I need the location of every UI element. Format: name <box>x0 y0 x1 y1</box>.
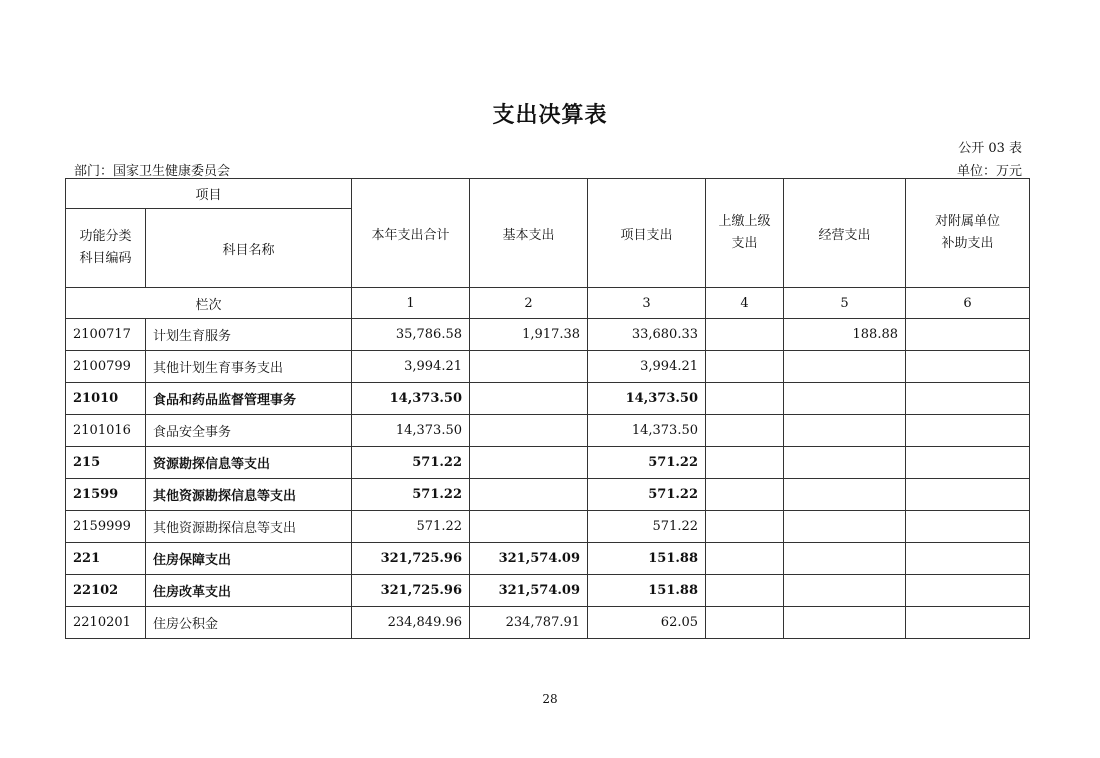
table-row <box>66 607 1030 639</box>
header-function-code: 功能分类 科目编码 <box>66 209 146 288</box>
header-operating: 经营支出 <box>784 179 906 288</box>
cell-upper <box>706 415 784 447</box>
header-subsidy: 对附属单位 补助支出 <box>906 179 1030 288</box>
cell-subject-name: 其他资源勘探信息等支出 <box>146 511 352 543</box>
cell-subject-name: 其他计划生育事务支出 <box>146 351 352 383</box>
cell-project: 14,373.50 <box>588 383 706 415</box>
cell-code: 2100799 <box>66 351 146 383</box>
form-number: 公开 03 表 <box>958 141 1022 156</box>
cell-operating <box>784 607 906 639</box>
cell-total: 321,725.96 <box>352 575 470 607</box>
table-row <box>66 575 1030 607</box>
cell-project: 151.88 <box>588 575 706 607</box>
header-project: 项目 <box>66 179 352 209</box>
cell-operating <box>784 415 906 447</box>
cell-subsidy <box>906 351 1030 383</box>
cell-total: 14,373.50 <box>352 415 470 447</box>
cell-subsidy <box>906 607 1030 639</box>
cell-code: 2101016 <box>66 415 146 447</box>
column-number: 3 <box>588 288 706 319</box>
table-row <box>66 543 1030 575</box>
cell-subject-name: 食品和药品监督管理事务 <box>146 383 352 415</box>
cell-total: 321,725.96 <box>352 543 470 575</box>
header-project-expenditure: 项目支出 <box>588 179 706 288</box>
cell-total: 571.22 <box>352 447 470 479</box>
header-subject-name: 科目名称 <box>146 209 352 288</box>
header-total: 本年支出合计 <box>352 179 470 288</box>
cell-project: 571.22 <box>588 511 706 543</box>
cell-project: 3,994.21 <box>588 351 706 383</box>
table-row <box>66 383 1030 415</box>
cell-total: 571.22 <box>352 511 470 543</box>
cell-project: 151.88 <box>588 543 706 575</box>
cell-subsidy <box>906 447 1030 479</box>
cell-upper <box>706 543 784 575</box>
cell-subject-name: 其他资源勘探信息等支出 <box>146 479 352 511</box>
table-row <box>66 447 1030 479</box>
table-row <box>66 415 1030 447</box>
cell-subsidy <box>906 575 1030 607</box>
cell-operating <box>784 479 906 511</box>
cell-subject-name: 计划生育服务 <box>146 319 352 351</box>
cell-code: 221 <box>66 543 146 575</box>
cell-upper <box>706 575 784 607</box>
cell-basic: 234,787.91 <box>470 607 588 639</box>
cell-operating: 188.88 <box>784 319 906 351</box>
cell-total: 35,786.58 <box>352 319 470 351</box>
cell-operating <box>784 383 906 415</box>
cell-basic: 321,574.09 <box>470 543 588 575</box>
cell-subject-name: 住房改革支出 <box>146 575 352 607</box>
column-number: 5 <box>784 288 906 319</box>
cell-subsidy <box>906 319 1030 351</box>
cell-upper <box>706 607 784 639</box>
table-body <box>66 319 1030 639</box>
cell-project: 571.22 <box>588 479 706 511</box>
cell-code: 2210201 <box>66 607 146 639</box>
cell-basic <box>470 415 588 447</box>
cell-project: 14,373.50 <box>588 415 706 447</box>
cell-upper <box>706 479 784 511</box>
cell-subsidy <box>906 383 1030 415</box>
cell-total: 3,994.21 <box>352 351 470 383</box>
cell-project: 33,680.33 <box>588 319 706 351</box>
unit-label: 单位：万元 <box>956 164 1022 179</box>
cell-project: 571.22 <box>588 447 706 479</box>
table-row <box>66 351 1030 383</box>
cell-upper <box>706 511 784 543</box>
header-upper-remittance: 上缴上级 支出 <box>706 179 784 288</box>
cell-subject-name: 食品安全事务 <box>146 415 352 447</box>
cell-operating <box>784 447 906 479</box>
cell-basic <box>470 351 588 383</box>
cell-code: 2100717 <box>66 319 146 351</box>
department-label: 部门：国家卫生健康委员会 <box>74 164 231 179</box>
header-basic: 基本支出 <box>470 179 588 288</box>
expenditure-table <box>65 178 1030 639</box>
cell-subject-name: 住房保障支出 <box>146 543 352 575</box>
page-title: 支出决算表 <box>492 103 608 128</box>
cell-total: 14,373.50 <box>352 383 470 415</box>
table-row <box>66 479 1030 511</box>
cell-basic <box>470 511 588 543</box>
cell-operating <box>784 351 906 383</box>
cell-total: 234,849.96 <box>352 607 470 639</box>
cell-code: 21599 <box>66 479 146 511</box>
header-column-row-label: 栏次 <box>66 288 352 319</box>
cell-subsidy <box>906 479 1030 511</box>
cell-upper <box>706 351 784 383</box>
cell-upper <box>706 447 784 479</box>
cell-upper <box>706 319 784 351</box>
cell-project: 62.05 <box>588 607 706 639</box>
cell-operating <box>784 511 906 543</box>
table-row <box>66 319 1030 351</box>
cell-operating <box>784 575 906 607</box>
cell-basic: 1,917.38 <box>470 319 588 351</box>
page-number: 28 <box>542 692 558 706</box>
cell-code: 22102 <box>66 575 146 607</box>
cell-basic <box>470 447 588 479</box>
cell-subject-name: 住房公积金 <box>146 607 352 639</box>
cell-basic: 321,574.09 <box>470 575 588 607</box>
cell-subsidy <box>906 543 1030 575</box>
column-number: 6 <box>906 288 1030 319</box>
cell-upper <box>706 383 784 415</box>
cell-code: 2159999 <box>66 511 146 543</box>
column-number: 2 <box>470 288 588 319</box>
column-number: 1 <box>352 288 470 319</box>
column-number: 4 <box>706 288 784 319</box>
cell-subject-name: 资源勘探信息等支出 <box>146 447 352 479</box>
cell-basic <box>470 383 588 415</box>
cell-code: 215 <box>66 447 146 479</box>
cell-operating <box>784 543 906 575</box>
cell-code: 21010 <box>66 383 146 415</box>
cell-basic <box>470 479 588 511</box>
cell-subsidy <box>906 415 1030 447</box>
cell-total: 571.22 <box>352 479 470 511</box>
table-row <box>66 511 1030 543</box>
cell-subsidy <box>906 511 1030 543</box>
